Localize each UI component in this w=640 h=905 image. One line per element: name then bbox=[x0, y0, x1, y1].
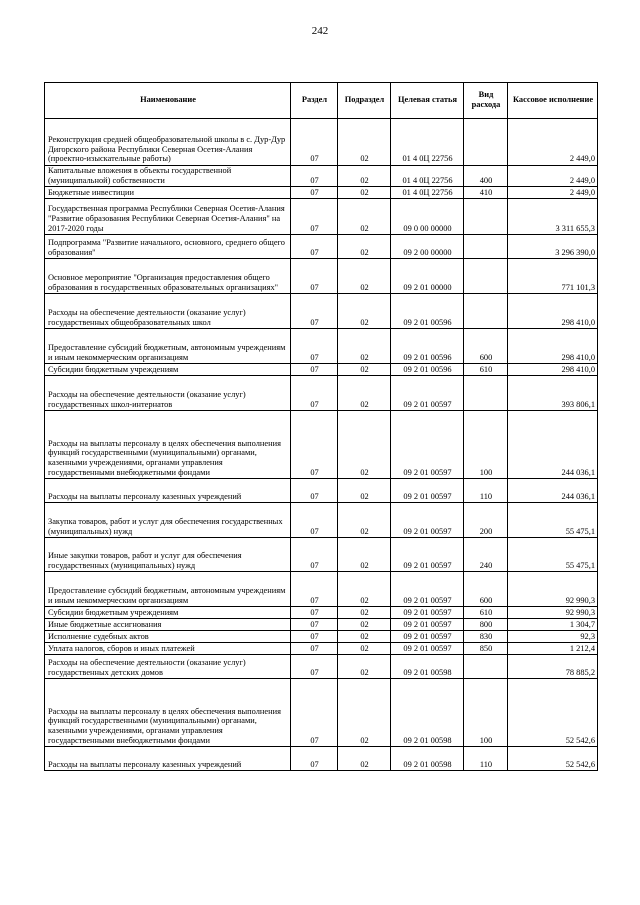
cell-vid: 110 bbox=[464, 747, 508, 771]
cell-razdel: 07 bbox=[291, 364, 338, 376]
cell-razdel: 07 bbox=[291, 619, 338, 631]
cell-sum: 1 212,4 bbox=[508, 643, 598, 655]
cell-name: Расходы на обеспечение деятельности (оказание услуг) государственных школ-интернатов bbox=[45, 376, 291, 411]
table-header-row bbox=[45, 83, 598, 119]
cell-name: Реконструкция средней общеобразовательной школы в с. Дур-Дур Дигорского района Республики Северная Осетия-Алания (проектно-изыскательные работы) bbox=[45, 119, 291, 166]
cell-vid: 850 bbox=[464, 643, 508, 655]
cell-name: Государственная программа Республики Северная Осетия-Алания "Развитие образования Республики Северная Осетия-Алания" на 2017-2020 годы bbox=[45, 199, 291, 235]
table-row bbox=[45, 259, 598, 294]
cell-podrazdel: 02 bbox=[338, 643, 391, 655]
cell-statya: 01 4 0Ц 22756 bbox=[391, 187, 464, 199]
cell-statya: 09 2 01 00596 bbox=[391, 364, 464, 376]
cell-name: Расходы на выплаты персоналу казенных учреждений bbox=[45, 479, 291, 503]
cell-podrazdel: 02 bbox=[338, 679, 391, 747]
cell-razdel: 07 bbox=[291, 655, 338, 679]
cell-razdel: 07 bbox=[291, 294, 338, 329]
cell-statya: 09 2 01 00597 bbox=[391, 503, 464, 538]
header-name: Наименование bbox=[45, 83, 291, 119]
cell-razdel: 07 bbox=[291, 235, 338, 259]
cell-podrazdel: 02 bbox=[338, 503, 391, 538]
cell-podrazdel: 02 bbox=[338, 572, 391, 607]
cell-razdel: 07 bbox=[291, 747, 338, 771]
cell-name: Иные бюджетные ассигнования bbox=[45, 619, 291, 631]
cell-razdel: 07 bbox=[291, 166, 338, 187]
cell-name: Капитальные вложения в объекты государственной (муниципальной) собственности bbox=[45, 166, 291, 187]
cell-name: Субсидии бюджетным учреждениям bbox=[45, 607, 291, 619]
cell-sum: 298 410,0 bbox=[508, 329, 598, 364]
cell-name: Предоставление субсидий бюджетным, автономным учреждениям и иным некоммерческим организациям bbox=[45, 572, 291, 607]
table-row bbox=[45, 329, 598, 364]
cell-razdel: 07 bbox=[291, 643, 338, 655]
cell-podrazdel: 02 bbox=[338, 747, 391, 771]
cell-sum: 3 311 655,3 bbox=[508, 199, 598, 235]
cell-razdel: 07 bbox=[291, 411, 338, 479]
cell-podrazdel: 02 bbox=[338, 199, 391, 235]
cell-razdel: 07 bbox=[291, 631, 338, 643]
cell-podrazdel: 02 bbox=[338, 619, 391, 631]
table-row bbox=[45, 294, 598, 329]
cell-sum: 3 296 390,0 bbox=[508, 235, 598, 259]
cell-statya: 09 2 01 00597 bbox=[391, 619, 464, 631]
cell-vid: 610 bbox=[464, 364, 508, 376]
header-vid: Вид расхода bbox=[464, 83, 508, 119]
cell-vid: 100 bbox=[464, 679, 508, 747]
cell-vid: 410 bbox=[464, 187, 508, 199]
cell-vid: 110 bbox=[464, 479, 508, 503]
cell-vid: 400 bbox=[464, 166, 508, 187]
cell-sum: 52 542,6 bbox=[508, 679, 598, 747]
table-row bbox=[45, 679, 598, 747]
cell-vid: 610 bbox=[464, 607, 508, 619]
cell-statya: 01 4 0Ц 22756 bbox=[391, 119, 464, 166]
cell-statya: 09 2 01 00598 bbox=[391, 655, 464, 679]
cell-name: Уплата налогов, сборов и иных платежей bbox=[45, 643, 291, 655]
cell-sum: 92,3 bbox=[508, 631, 598, 643]
cell-vid: 830 bbox=[464, 631, 508, 643]
cell-vid: 800 bbox=[464, 619, 508, 631]
cell-razdel: 07 bbox=[291, 607, 338, 619]
cell-razdel: 07 bbox=[291, 503, 338, 538]
cell-podrazdel: 02 bbox=[338, 411, 391, 479]
cell-name: Подпрограмма "Развитие начального, основного, среднего общего образования" bbox=[45, 235, 291, 259]
cell-name: Исполнение судебных актов bbox=[45, 631, 291, 643]
header-razdel: Раздел bbox=[291, 83, 338, 119]
table-row bbox=[45, 619, 598, 631]
cell-statya: 09 2 01 00598 bbox=[391, 679, 464, 747]
cell-name: Предоставление субсидий бюджетным, автономным учреждениям и иным некоммерческим организациям bbox=[45, 329, 291, 364]
cell-sum: 1 304,7 bbox=[508, 619, 598, 631]
page-number: 242 bbox=[311, 25, 329, 37]
cell-podrazdel: 02 bbox=[338, 479, 391, 503]
cell-statya: 09 2 01 00596 bbox=[391, 329, 464, 364]
cell-razdel: 07 bbox=[291, 679, 338, 747]
cell-statya: 09 2 01 00000 bbox=[391, 259, 464, 294]
cell-statya: 09 2 01 00598 bbox=[391, 747, 464, 771]
cell-sum: 2 449,0 bbox=[508, 119, 598, 166]
cell-statya: 09 2 01 00597 bbox=[391, 479, 464, 503]
cell-vid bbox=[464, 199, 508, 235]
cell-sum: 92 990,3 bbox=[508, 607, 598, 619]
cell-sum: 393 806,1 bbox=[508, 376, 598, 411]
cell-podrazdel: 02 bbox=[338, 329, 391, 364]
cell-sum: 78 885,2 bbox=[508, 655, 598, 679]
cell-statya: 09 2 01 00597 bbox=[391, 376, 464, 411]
cell-podrazdel: 02 bbox=[338, 538, 391, 572]
cell-razdel: 07 bbox=[291, 479, 338, 503]
table-row bbox=[45, 364, 598, 376]
cell-podrazdel: 02 bbox=[338, 166, 391, 187]
cell-name: Бюджетные инвестиции bbox=[45, 187, 291, 199]
table-row bbox=[45, 119, 598, 166]
cell-statya: 09 2 01 00597 bbox=[391, 607, 464, 619]
cell-statya: 09 0 00 00000 bbox=[391, 199, 464, 235]
cell-vid: 600 bbox=[464, 329, 508, 364]
cell-sum: 298 410,0 bbox=[508, 364, 598, 376]
cell-name: Расходы на выплаты персоналу в целях обеспечения выполнения функций государственными (муниципальными) органами, казенными учреждениями, органами управления государственными внебюджетными фондами bbox=[45, 411, 291, 479]
cell-podrazdel: 02 bbox=[338, 187, 391, 199]
cell-sum: 92 990,3 bbox=[508, 572, 598, 607]
cell-vid bbox=[464, 119, 508, 166]
cell-sum: 52 542,6 bbox=[508, 747, 598, 771]
table-row bbox=[45, 235, 598, 259]
cell-name: Основное мероприятие "Организация предоставления общего образования в государственных образовательных организациях" bbox=[45, 259, 291, 294]
cell-razdel: 07 bbox=[291, 329, 338, 364]
cell-statya: 01 4 0Ц 22756 bbox=[391, 166, 464, 187]
table-row bbox=[45, 479, 598, 503]
table-row bbox=[45, 187, 598, 199]
table-row bbox=[45, 376, 598, 411]
cell-razdel: 07 bbox=[291, 538, 338, 572]
header-sum: Кассовое исполнение bbox=[508, 83, 598, 119]
cell-podrazdel: 02 bbox=[338, 119, 391, 166]
cell-vid: 600 bbox=[464, 572, 508, 607]
cell-vid: 100 bbox=[464, 411, 508, 479]
cell-name: Расходы на выплаты персоналу казенных учреждений bbox=[45, 747, 291, 771]
cell-vid bbox=[464, 294, 508, 329]
cell-name: Иные закупки товаров, работ и услуг для обеспечения государственных (муниципальных) нужд bbox=[45, 538, 291, 572]
cell-sum: 244 036,1 bbox=[508, 479, 598, 503]
cell-podrazdel: 02 bbox=[338, 364, 391, 376]
cell-statya: 09 2 01 00597 bbox=[391, 538, 464, 572]
table-row bbox=[45, 166, 598, 187]
cell-name: Расходы на выплаты персоналу в целях обеспечения выполнения функций государственными (муниципальными) органами, казенными учреждениями, органами управления государственными внебюджетными фондами bbox=[45, 679, 291, 747]
cell-vid bbox=[464, 235, 508, 259]
table-row bbox=[45, 607, 598, 619]
table-row bbox=[45, 503, 598, 538]
cell-vid bbox=[464, 655, 508, 679]
table-row bbox=[45, 631, 598, 643]
cell-podrazdel: 02 bbox=[338, 607, 391, 619]
header-statya: Целевая статья bbox=[391, 83, 464, 119]
table-row bbox=[45, 411, 598, 479]
cell-statya: 09 2 00 00000 bbox=[391, 235, 464, 259]
cell-sum: 2 449,0 bbox=[508, 187, 598, 199]
cell-razdel: 07 bbox=[291, 376, 338, 411]
cell-statya: 09 2 01 00597 bbox=[391, 631, 464, 643]
cell-podrazdel: 02 bbox=[338, 259, 391, 294]
cell-podrazdel: 02 bbox=[338, 655, 391, 679]
header-podrazdel: Подраздел bbox=[338, 83, 391, 119]
cell-sum: 55 475,1 bbox=[508, 503, 598, 538]
cell-sum: 298 410,0 bbox=[508, 294, 598, 329]
cell-razdel: 07 bbox=[291, 572, 338, 607]
cell-vid: 240 bbox=[464, 538, 508, 572]
table-row bbox=[45, 572, 598, 607]
table-row bbox=[45, 199, 598, 235]
cell-sum: 244 036,1 bbox=[508, 411, 598, 479]
cell-vid: 200 bbox=[464, 503, 508, 538]
cell-name: Закупка товаров, работ и услуг для обеспечения государственных (муниципальных) нужд bbox=[45, 503, 291, 538]
cell-sum: 771 101,3 bbox=[508, 259, 598, 294]
cell-statya: 09 2 01 00597 bbox=[391, 643, 464, 655]
cell-statya: 09 2 01 00597 bbox=[391, 572, 464, 607]
cell-name: Субсидии бюджетным учреждениям bbox=[45, 364, 291, 376]
cell-razdel: 07 bbox=[291, 259, 338, 294]
table-row bbox=[45, 538, 598, 572]
budget-table bbox=[44, 82, 598, 771]
cell-podrazdel: 02 bbox=[338, 235, 391, 259]
table-row bbox=[45, 655, 598, 679]
cell-vid bbox=[464, 259, 508, 294]
cell-statya: 09 2 01 00596 bbox=[391, 294, 464, 329]
cell-podrazdel: 02 bbox=[338, 294, 391, 329]
table-row bbox=[45, 747, 598, 771]
table-row bbox=[45, 643, 598, 655]
cell-razdel: 07 bbox=[291, 187, 338, 199]
cell-statya: 09 2 01 00597 bbox=[391, 411, 464, 479]
cell-sum: 55 475,1 bbox=[508, 538, 598, 572]
cell-vid bbox=[464, 376, 508, 411]
cell-podrazdel: 02 bbox=[338, 376, 391, 411]
cell-razdel: 07 bbox=[291, 199, 338, 235]
cell-name: Расходы на обеспечение деятельности (оказание услуг) государственных детских домов bbox=[45, 655, 291, 679]
cell-razdel: 07 bbox=[291, 119, 338, 166]
cell-sum: 2 449,0 bbox=[508, 166, 598, 187]
cell-podrazdel: 02 bbox=[338, 631, 391, 643]
cell-name: Расходы на обеспечение деятельности (оказание услуг) государственных общеобразовательных школ bbox=[45, 294, 291, 329]
